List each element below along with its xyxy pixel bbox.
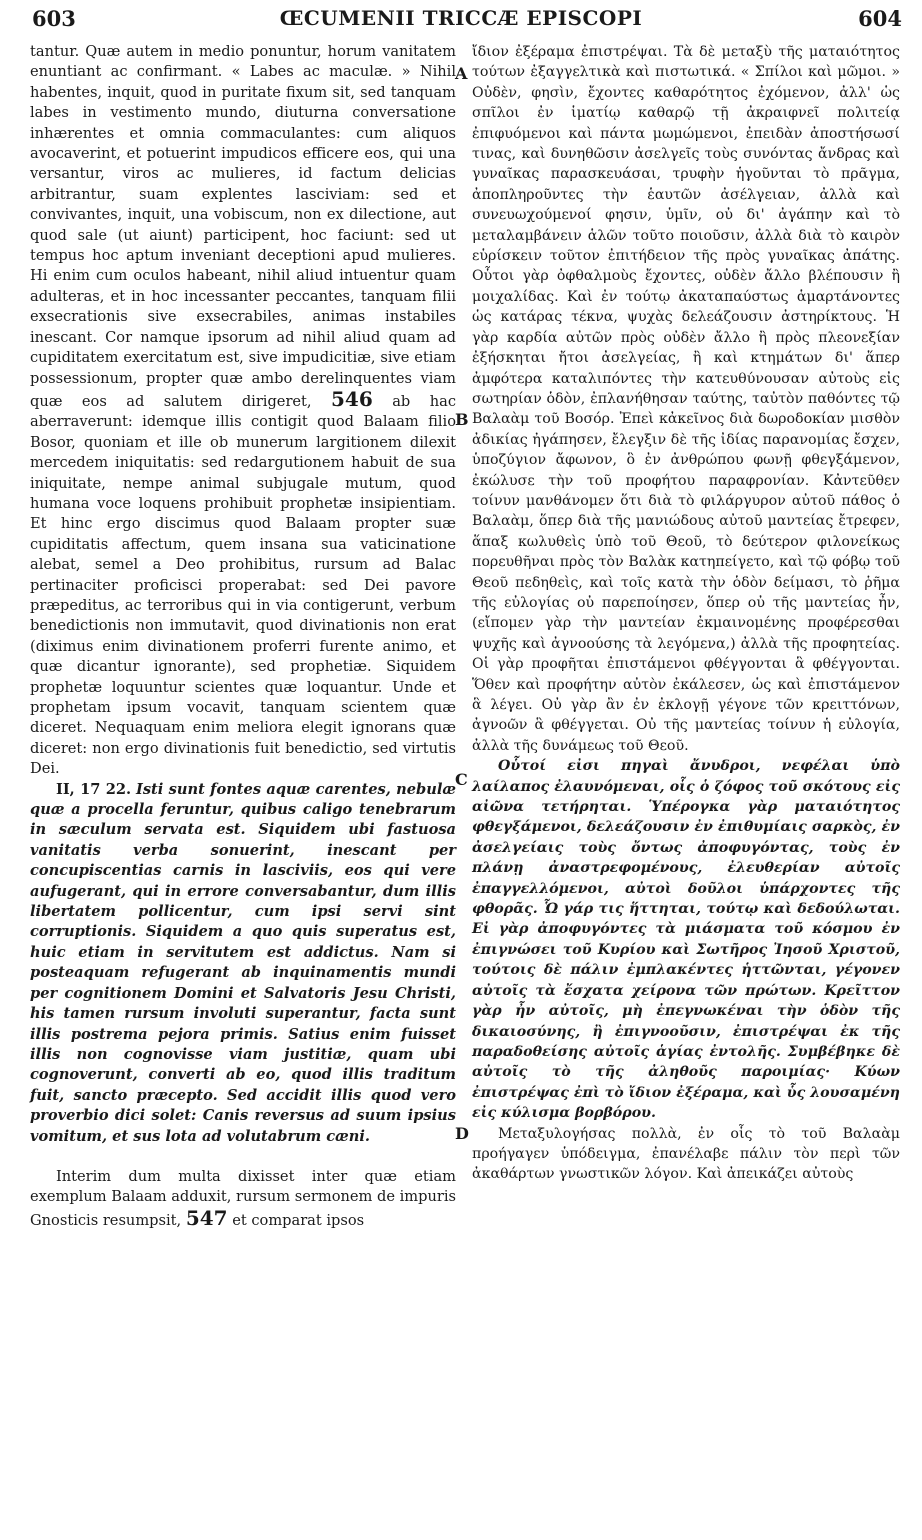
latin-paragraph-3 bbox=[30, 1167, 456, 1231]
latin-paragraph-2 bbox=[30, 780, 456, 1147]
greek-column bbox=[472, 42, 900, 1185]
margin-marker-c: C bbox=[455, 770, 468, 789]
latin-text-2: Isti sunt fontes aquæ carentes, nebulæ quæ a procella feruntur, quibus caligo tenebrarum in sæculum servata est. Siquidem ubi fastuosa vanitatis verba sonuerint, inescant per concupiscentias carnis in lasciviis, eos qui vere aufugerant, qui in errore conversabantur, dum illis libertatem pollicentur, cum ipsi servi sint corruptionis. Siquidem a quo quis superatus est, huic etiam in servitutem est addictus. Nam si posteaquam refugerant ab inquinamentis mundi per cognitionem Domini et Salvatoris Jesu Christi, his tamen rursum involuti superantur, facta sunt illis postrema pejora primis. Satius enim fuisset illis non cognovisse viam justitiæ, quam ubi cognoverunt, converti ab eo, quod illis traditum fuit, sancto præcepto. Sed accidit illis quod vero proverbio dici solet: Canis reversus ad suum ipsius vomitum, et sus lota ad volutabrum cæni. bbox=[30, 780, 457, 1145]
greek-paragraph-3: Μεταξυλογήσας πολλὰ, ἐν οἷς τὸ τοῦ Βαλαὰμ προήγαγεν ὑπόδειγμα, ἐπανέλαβε πάλιν τὸν περὶ τῶν ἀκαθάρτων γνωστικῶν λόγον. Καὶ ἀπεικάζει αὐτοὺς bbox=[472, 1125, 900, 1183]
page-ref-546: 546 bbox=[331, 386, 373, 411]
scripture-ref: II, 17 22. bbox=[56, 780, 132, 798]
greek-paragraph-2: Οὗτοί εἰσι πηγαὶ ἄνυδροι, νεφέλαι ὑπὸ λαίλαπος ἐλαυνόμεναι, οἷς ὁ ζόφος τοῦ σκότους εἰς αἰῶνα τετήρηται. Ὑπέρογκα γὰρ ματαιότητος φθεγξάμενοι, δελεάζουσιν ἐν ἐπιθυμίαις σαρκὸς, ἐν ἀσελγείαις τοὺς ὄντως ἀποφυγόντας, τοὺς ἐν πλάνῃ ἀναστρεφομένους, ἐλευθερίαν αὐτοῖς ἐπαγγελλόμενοι, αὐτοὶ δοῦλοι ὑπάρχοντες τῆς φθορᾶς. Ὧ γάρ τις ἥττηται, τούτῳ καὶ δεδούλωται. Εἰ γὰρ ἀποφυγόντες τὰ μιάσματα τοῦ κόσμου ἐν ἐπιγνώσει τοῦ Κυρίου καὶ Σωτῆρος Ἰησοῦ Χριστοῦ, τούτοις δὲ πάλιν ἐμπλακέντες ἡττῶνται, γέγονεν αὐτοῖς τὰ ἔσχατα χείρονα τῶν πρώτων. Κρεῖττον γὰρ ἦν αὐτοῖς, μὴ ἐπεγνωκέναι τὴν ὁδὸν τῆς δικαιοσύνης, ἢ ἐπιγνοοῦσιν, ἐπιστρέψαι ἐκ τῆς παραδοθείσης αὐτοῖς ἁγίας ἐντολῆς. Συμβέβηκε δὲ αὐτοῖς τὸ τῆς ἀληθοῦς παροιμίας· Κύων ἐπιστρέψας ἐπὶ τὸ ἴδιον ἐξέραμα, καὶ ὗς λουσαμένη εἰς κύλισμα βορβόρου. bbox=[472, 758, 900, 1122]
latin-text-1b: ab hac aberraverunt: idemque illis contigit quod Balaam filio Bosor, quoniam et ille ob munerum largitionem dilexit mercedem iniquitatis: sed redargutionem habuit de sua iniquitate, nempe animal subjugale mutum, quod humana voce loquens prohibuit prophetæ insipientiam. Et hinc ergo discimus quod Balaam propter suæ cupiditatis affectum, quem insana sua vaticinatione alebat, semel a Deo prohibitus, rursum ad Balac pertinaciter proficisci properabat: sed Dei pavore præpeditus, ac terroribus qui in via contigerunt, verbum benedictionis non immutavit, quod divinationis non erat (diximus enim divinationem proferri furente animo, et quæ dicantur ignorante), sed prophetiæ. Siquidem prophetæ loquuntur scientes quæ loquantur. Unde et prophetam ipsum vocavit, tanquam scientem quæ diceret. Nequaquam enim meliora elegit ignorans quæ diceret: non ergo divinationis fuit benedictio, sed virtutis Dei. bbox=[30, 392, 456, 778]
margin-marker-b: B bbox=[455, 410, 469, 429]
latin-paragraph-1 bbox=[30, 42, 456, 780]
page-ref-547: 547 bbox=[185, 1205, 228, 1230]
running-title: ŒCUMENII TRICCÆ EPISCOPI bbox=[279, 6, 643, 30]
right-page-number: 604 bbox=[858, 6, 902, 31]
left-page-number: 603 bbox=[32, 6, 76, 31]
margin-marker-a: A bbox=[455, 64, 468, 83]
margin-marker-d: D bbox=[455, 1124, 469, 1143]
page-header bbox=[0, 6, 922, 36]
latin-text-1a: tantur. Quæ autem in medio ponuntur, horum vanitatem enuntiant ac confirmant. « Labes ac maculæ. » Nihil habentes, inquit, quod in puritate fixum sit, sed tanquam labes in vestimento mundo, diuturna conversatione inhærentes et omnia commaculantes: cum aliquos avocaverint, et potuerint impudicos efficere eos, qui una versantur, viros ac mulieres, id factum delicias arbitrantur, suam explentes lasciviam: sed et convivantes, inquit, una vobiscum, non ex dilectione, aut quod sale (ut aiunt) participent, hoc faciunt: sed ut tempus hoc aptum inveniant deceptioni apud mulieres. Hi enim cum oculos habeant, nihil aliud intuentur quam adulteras, et in hoc incessanter peccantes, tanquam filii exsecrationis sive exsecrabiles, animas instabiles inescant. Cor namque ipsorum ad nihil aliud quam ad cupiditatem exercitatum est, sive impudicitiæ, sive etiam possessionum, propter quæ ambo derelinquentes viam quæ eos ad salutem dirigeret, bbox=[30, 43, 456, 410]
latin-column bbox=[30, 42, 456, 1231]
latin-text-3b: et comparat ipsos bbox=[232, 1211, 365, 1229]
greek-paragraph-1: ἴδιον ἐξέραμα ἐπιστρέψαι. Τὰ δὲ μεταξὺ τῆς ματαιότητος τούτων ἐξαγγελτικὰ καὶ πιστωτικά. « Σπίλοι καὶ μῶμοι. » Οὐδὲν, φησὶν, ἔχοντες καθαρότητος ἐχόμενον, ἀλλ' ὡς σπῖλοι ἐν ἱματίῳ καθαρῷ τῇ ἀκραιφνεῖ πολιτείᾳ ἐπιφυόμενοι καὶ πάντα μωμώμενοι, ἐπειδὰν ἀποστήσωσί τινας, καὶ δυνηθῶσιν ἀσελγεῖς τοὺς συνόντας ἄνδρας καὶ γυναῖκας παρασκευάσαι, τρυφὴν ἡγοῦνται τὸ πρᾶγμα, ἀποπληροῦντες τὴν ἑαυτῶν ἀσέλγειαν, ἀλλὰ καὶ συνευωχούμενοί φησιν, ὑμῖν, οὐ δι' ἀγάπην καὶ τὸ μεταλαμβάνειν ἁλῶν τοῦτο ποιοῦσιν, ἀλλὰ διὰ τὸ καιρὸν εὑρίσκειν τοῦτον ἐπιτήδειον τῆς πρὸς γυναῖκας ἀπάτης. Οὗτοι γὰρ ὀφθαλμοὺς ἔχοντες, οὐδὲν ἄλλο βλέπουσιν ἢ μοιχαλίδας. Καὶ ἐν τούτῳ ἀκαταπαύστως ἁμαρτάνοντες ὡς κατάρας τέκνα, ψυχὰς δελεάζουσιν ἀστηρίκτους. Ἡ γὰρ καρδία αὐτῶν πρὸς οὐδὲν ἄλλο ἢ πρὸς πλεονεξίαν ἐξήσκηται ἤτοι ἀσελγείας, ἢ καὶ κτημάτων δι' ἅπερ ἀμφότερα καταλιπόντες τὴν κατευθύνουσαν αὐτοὺς εἰς σωτηρίαν ὁδὸν, ἐπλανήθησαν ταύτης, ταὐτὸν παθόντες τῷ Βαλαὰμ τοῦ Βοσόρ. Ἐπεὶ κἀκεῖνος διὰ δωροδοκίαν μισθὸν ἀδικίας ἠγάπησεν, ἔλεγξιν δὲ τῆς ἰδίας παρανομίας ἔσχεν, ὑποζύγιον ἄφωνον, ὃ ἐν ἀνθρώπου φωνῇ φθεγξάμενον, ἐκώλυσε τὴν τοῦ προφήτου παραφρονίαν. Κἀντεῦθεν τοίνυν μανθάνομεν ὅτι διὰ τὸ φιλάργυρον αὐτοῦ πάθος ὁ Βαλαὰμ, ὅπερ διὰ τῆς μανιώδους αὐτοῦ μαντείας ἔτρεφεν, ἅπαξ κωλυθεὶς ὑπὸ τοῦ Θεοῦ, τὸ δεύτερον φιλονείκως πορευθῆναι πρὸς τὸν Βαλὰκ κατηπείγετο, καὶ τῷ φόβῳ τοῦ Θεοῦ πεδηθεὶς, καὶ τοῖς κατὰ τὴν ὁδὸν δείμασι, τὸ ῥῆμα τῆς εὐλογίας οὐ παρεποίησεν, ὅπερ οὐ τῆς μαντείας ἦν, (εἴπομεν γὰρ τὴν μαντείαν ἐκμαινομένης προφέρεσθαι ψυχῆς καὶ ἀγνοούσης τὰ λεγόμενα,) ἀλλὰ τῆς προφητείας. Οἱ γὰρ προφῆται ἐπιστάμενοι φθέγγονται ἃ φθέγγονται. Ὅθεν καὶ προφήτην αὐτὸν ἐκάλεσεν, ὡς καὶ ἐπιστάμενον ἃ λέγει. Οὐ γὰρ ἂν ἐν ἐκλογῇ γέγονε τῶν κρειττόνων, ἀγνοῶν ἃ φθέγγεται. Οὐ τῆς μαντείας τοίνυν ἡ εὐλογία, ἀλλὰ τῆς δυνάμεως τοῦ Θεοῦ. bbox=[472, 44, 900, 754]
latin-text-3a: Interim dum multa dixisset inter quæ etiam exemplum Balaam adduxit, rursum sermonem de impuris Gnosticis resumpsit, bbox=[30, 1167, 456, 1229]
